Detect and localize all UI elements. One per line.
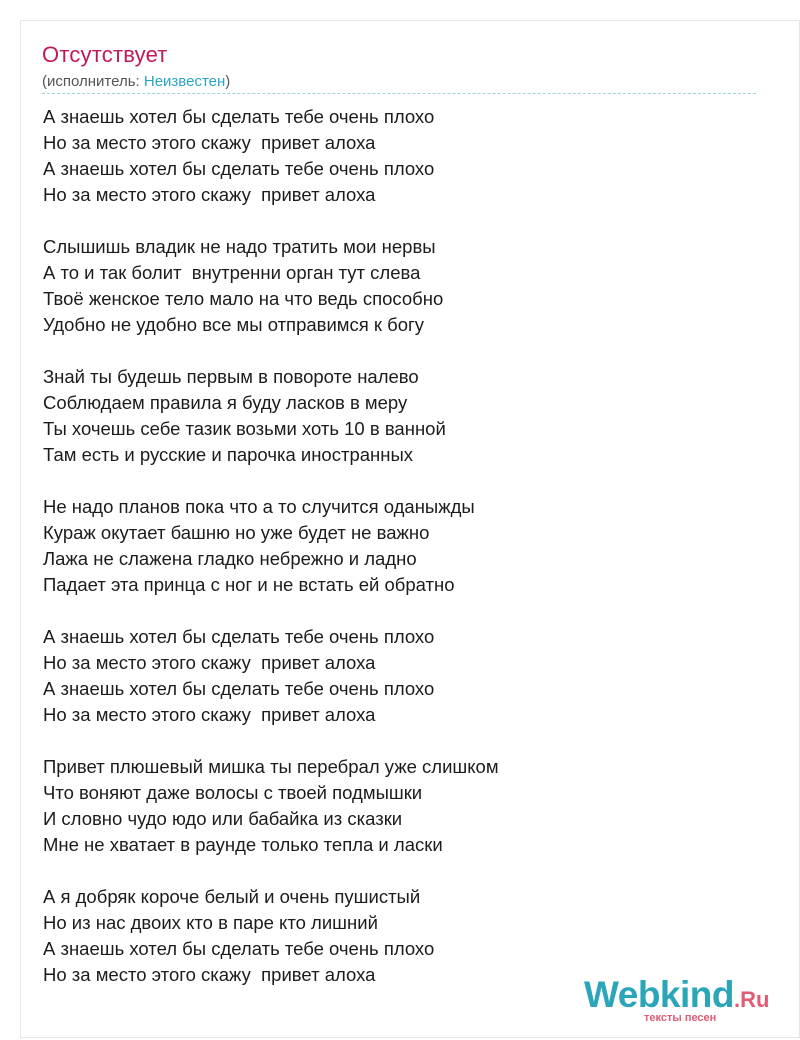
song-title: Отсутствует — [42, 42, 168, 67]
dashed-divider — [42, 93, 756, 94]
artist-line — [42, 73, 230, 90]
site-logo[interactable] — [584, 974, 770, 1024]
lyric-line: Что воняют даже волосы с твоей подмышки — [43, 782, 423, 803]
lyric-line: Кураж окутает башню но уже будет не важно — [43, 522, 430, 543]
lyric-line: А знаешь хотел бы сделать тебе очень плохо — [43, 158, 435, 179]
lyric-line: Падает эта принца с ног и не встать ей обратно — [43, 574, 455, 595]
artist-link[interactable]: Неизвестен — [143, 73, 226, 90]
lyric-line: А знаешь хотел бы сделать тебе очень плохо — [43, 106, 435, 127]
lyric-line: Твоё женское тело мало на что ведь способно — [43, 288, 444, 309]
logo-wordmark: Webkind — [584, 974, 734, 1015]
lyric-line: Лажа не слажена гладко небрежно и ладно — [43, 548, 417, 569]
lyric-line: А знаешь хотел бы сделать тебе очень плохо — [43, 938, 435, 959]
lyric-line: Но за место этого скажу привет алоха — [43, 964, 376, 985]
lyric-line: А знаешь хотел бы сделать тебе очень плохо — [43, 678, 435, 699]
lyrics-stanza — [43, 754, 743, 858]
lyric-line: Мне не хватает в раунде только тепла и ласки — [43, 834, 443, 855]
lyrics-body — [43, 104, 743, 1014]
lyric-line: Не надо планов пока что а то случится оданыжды — [43, 496, 475, 517]
lyrics-stanza — [43, 104, 743, 208]
lyric-line: Но за место этого скажу привет алоха — [43, 184, 376, 205]
lyrics-stanza — [43, 364, 743, 468]
lyric-line: Там есть и русские и парочка иностранных — [43, 444, 413, 465]
lyric-line: А я добряк короче белый и очень пушистый — [43, 886, 421, 907]
lyric-line: Слышишь владик не надо тратить мои нервы — [43, 236, 436, 257]
lyric-line: Но из нас двоих кто в паре кто лишний — [43, 912, 378, 933]
lyric-line: Но за место этого скажу привет алоха — [43, 132, 376, 153]
lyric-line: Удобно не удобно все мы отправимся к богу — [43, 314, 425, 335]
lyric-line: И словно чудо юдо или бабайка из сказки — [43, 808, 403, 829]
lyrics-stanza — [43, 884, 743, 988]
artist-prefix: (исполнитель: — [42, 73, 144, 90]
lyric-line: А то и так болит внутренни орган тут слева — [43, 262, 421, 283]
lyric-line: Ты хочешь себе тазик возьми хоть 10 в ванной — [43, 418, 446, 439]
logo-tagline: тексты песен — [644, 1012, 717, 1024]
logo-domain-suffix: .Ru — [734, 987, 770, 1012]
artist-suffix: ) — [225, 73, 231, 90]
lyrics-stanza — [43, 234, 743, 338]
lyric-line: А знаешь хотел бы сделать тебе очень плохо — [43, 626, 435, 647]
lyric-line: Привет плюшевый мишка ты перебрал уже слишком — [43, 756, 499, 777]
lyric-line: Соблюдаем правила я буду ласков в меру — [43, 392, 408, 413]
lyrics-stanza — [43, 494, 743, 598]
lyrics-stanza — [43, 624, 743, 728]
lyric-line: Но за место этого скажу привет алоха — [43, 704, 376, 725]
lyric-line: Но за место этого скажу привет алоха — [43, 652, 376, 673]
lyric-line: Знай ты будешь первым в повороте налево — [43, 366, 419, 387]
